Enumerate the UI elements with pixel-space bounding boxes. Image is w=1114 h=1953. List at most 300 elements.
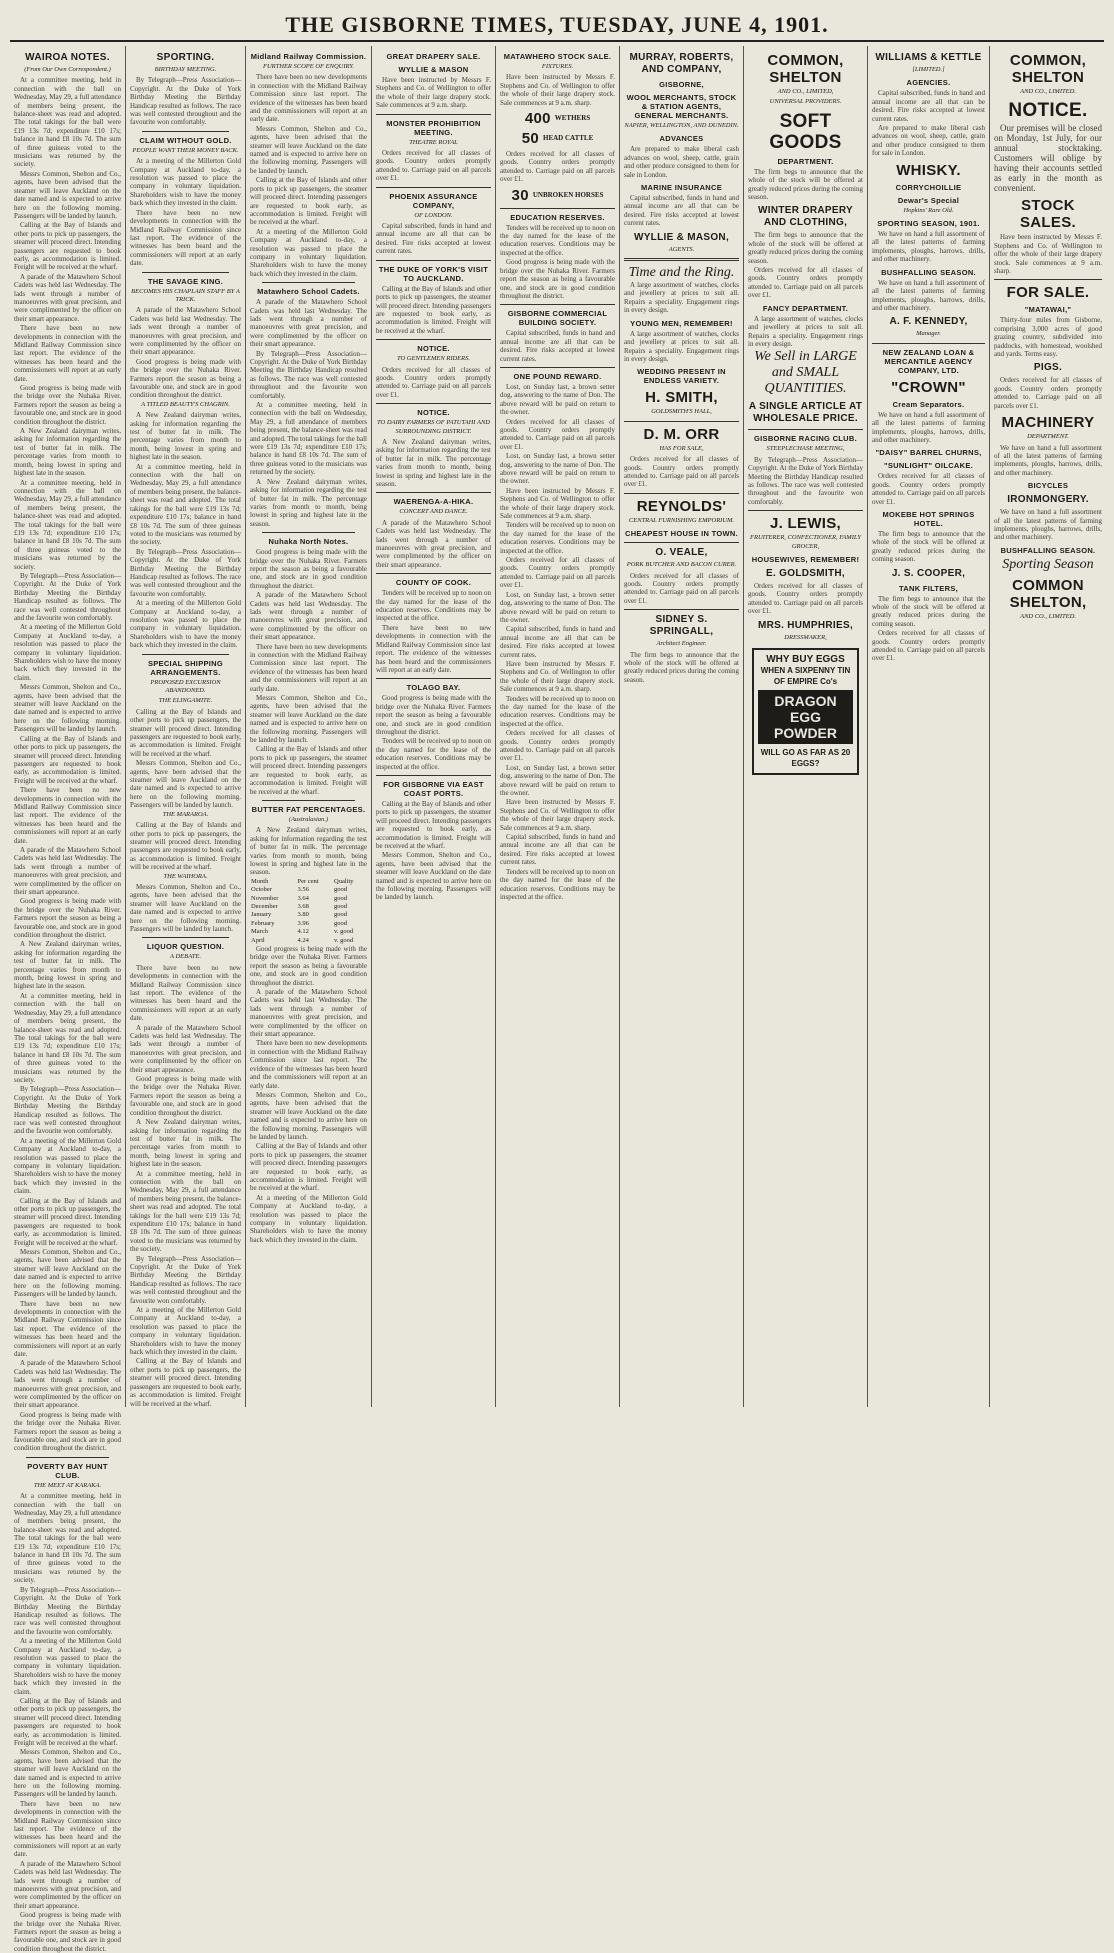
subhead-mararoa: THE MARAROA. [162, 810, 209, 818]
table-cell: November [251, 894, 279, 902]
divider [872, 343, 985, 344]
ad-tank-filters: TANK FILTERS, [898, 583, 959, 593]
divider [376, 187, 491, 188]
ad-text: A parade of the Matawhero School Cadets was held last Wednesday. The lads went through a number of manoeuvres with great precision, and were complimented by the officer on their smart appearance. [376, 518, 491, 569]
columns [10, 46, 1108, 1953]
ad-hopkins: Hopkins' Rare Old. [903, 206, 954, 214]
table-row [250, 920, 367, 928]
ad-text: The firm begs to announce that the whole of the stock will be offered at greatly reduced prices during the coming season. [748, 167, 863, 202]
ad-j-lewis: J. LEWIS, [769, 515, 842, 533]
masthead [10, 8, 1104, 42]
article-text: There have been no new developments in connection with the Midland Railway Commission since last report. The evidence of the witnesses has been heard and the commissioners will report at an early date. [250, 642, 367, 693]
table-cell: 4.12 [297, 928, 309, 936]
article-text: Messrs Common, Shelton and Co., agents, have been advised that the steamer will leave Auckland on the date named and is expected to arrive here on the following morning. Passengers will be landed by launch. [14, 683, 121, 734]
table-header-cell: Month [251, 877, 269, 885]
ad-text: The firm begs to announce that the whole of the stock will be offered at greatly reduced prices during the coming season. [748, 231, 863, 265]
ad-text: Lost, on Sunday last, a brown setter dog, answering to the name of Don. The above reward will be paid on return to the owner. [500, 590, 615, 624]
divider [748, 429, 863, 430]
article-text: There have been no new developments in connection with the Midland Railway Commission since last report. The evidence of the witnesses has been heard and the commissioners will report at an early date. [14, 1799, 121, 1859]
divider [376, 114, 491, 115]
ad-egg-powder [752, 648, 859, 775]
ad-agencies: AGENCIES. [906, 78, 951, 88]
ad-text: Our premises will be closed on Monday, 1st July, for our annual stocktaking. Customers will oblige by having their accounts settled as early in the month as convenient. [994, 123, 1102, 194]
article-text: At a committee meeting, held in connection with the ball on Wednesday, May 29, a full attendance of members being present, the balance-sheet was read and adopted. The total takings for the ball were £19 13s 7d; expenditure £10 17s; balance in hand £8 10s 7d. The sum of three guineas voted to the musicians was returned by the society. [14, 478, 121, 571]
ad-text: The firm begs to announce that the whole of the stock will be offered at greatly reduced prices during the coming season. [872, 529, 985, 564]
table-cell: good [334, 902, 348, 910]
ad-drapery-sale: GREAT DRAPERY SALE. [386, 52, 481, 61]
ad-humphries: MRS. HUMPHRIES, [757, 619, 854, 631]
ad-murray-branches: NAPIER, WELLINGTON, AND DUNEDIN. [624, 122, 739, 129]
ad-matawai: "MATAWAI," [1024, 305, 1072, 315]
article-text: At a meeting of the Millerton Gold Company at Auckland to-day, a resolution was passed to place the company in voluntary liquidation. Shareholders wish to have the money back which they invested in the claim. [14, 623, 121, 682]
ad-stock-sales: STOCK SALES. [1020, 197, 1076, 232]
ad-text: Have been instructed by Messrs F. Stephens and Co. of Wellington to offer the whole of their large drapery stock. Sale commences at 9 a.m. sharp. [500, 73, 615, 107]
ad-for-sale: FOR SALE. [1006, 284, 1090, 302]
ad-text: Calling at the Bay of Islands and other ports to pick up passengers, the steamer will proceed direct. Intending passengers are requested to book early, as accommodation is limited. Freight will be received at the wharf. [376, 799, 491, 850]
article-text: Calling at the Bay of Islands and other ports to pick up passengers, the steamer will proceed direct. Intending passengers are requested to book early, as accommodation is limited. Freight will be received at the wharf. [130, 1357, 241, 1408]
article-text: A parade of the Matawhero School Cadets was held last Wednesday. The lads went through a number of manoeuvres with great precision, and were complimented by the officer on their smart appearance. [14, 845, 121, 896]
ad-machinery: MACHINERY [1001, 414, 1095, 432]
ad-text: We have on hand a full assortment of all the latest patterns of farming implements, ploughs, harrows, drills, and other machinery. [872, 278, 985, 312]
ad-prohibition: MONSTER PROHIBITION MEETING. [386, 118, 481, 137]
ad-sporting-season: SPORTING SEASON, 1901. [877, 219, 980, 229]
table-cell: 4.24 [297, 936, 309, 944]
ad-text: Orders received for all classes of goods. Country orders promptly attended to. Carriage paid on all parcels over £1. [624, 571, 739, 605]
ad-crown-sub: Cream Separators. [892, 399, 965, 409]
article-text: By Telegraph—Press Association—Copyright. At the Duke of York Birthday Meeting the Birthday Handicap resulted as follows. The race was well contested throughout and the favourite won comfortably. [130, 547, 241, 598]
ad-text: Capital subscribed, funds in hand and annual income are all that can be desired. Fire risks accepted at lowest current rates. [500, 329, 615, 363]
ad-text: Orders received for all classes of goods. Country orders promptly attended to. Carriage paid on all parcels over £1. [624, 455, 739, 489]
ad-housewives: HOUSEWIVES, REMEMBER! [751, 554, 860, 564]
ad-cs-limited: AND CO., LIMITED, [777, 88, 834, 95]
ad-concert: CONCERT AND DANCE. [399, 508, 468, 516]
article-text: There have been no new developments in connection with the Midland Railway Commission since last report. The evidence of the witnesses has been heard and the commissioners will report at an early date. [14, 1299, 121, 1358]
headline-hunt-club: POVERTY BAY HUNT CLUB. [27, 1461, 108, 1480]
ad-text: Have been instructed by Messrs F. Stephens and Co. of Wellington to offer the whole of their large drapery stock. Sale commences at 9 a.m. sharp. [500, 798, 615, 832]
table-cell: v. good [334, 928, 354, 936]
article-text: By Telegraph—Press Association—Copyright. At the Duke of York Birthday Meeting the Birthday Handicap resulted as follows. The race was well contested throughout and the favourite won comfortably. [130, 76, 241, 127]
ad-springall: SIDNEY S. SPRINGALL, [649, 614, 714, 638]
ad-text: Capital subscribed, funds in hand and annual income are all that can be desired. Fire risks accepted at lowest current rates. [624, 194, 739, 228]
ad-single-article: A SINGLE ARTICLE AT WHOLESALE PRICE. [748, 401, 863, 425]
article-text: Messrs Common, Shelton and Co., agents, have been advised that the steamer will leave Auckland on the date named and is expected to arrive here on the following morning. Passengers will be landed by launch. [250, 1090, 367, 1141]
ad-bushfalling: BUSHFALLING SEASON. [881, 267, 976, 277]
ad-h-smith: H. SMITH, [645, 389, 718, 407]
article-text: At a committee meeting, held in connection with the ball on Wednesday, May 29, a full attendance of members being present, the balance-sheet was read and adopted. The total takings for the ball were £19 13s 7d; expenditure £10 17s; balance in hand £8 10s 7d. The sum of three guineas voted to the musicians was returned by the society. [130, 462, 241, 547]
article-text: Calling at the Bay of Islands and other ports to pick up passengers, the steamer will proceed direct. Intending passengers are requested to book early, as accommodation is limited. Freight will be received at the wharf. [130, 821, 241, 872]
ad-crown: "CROWN" [891, 378, 966, 396]
divider [376, 260, 491, 261]
ad-phoenix: PHOENIX ASSURANCE COMPANY, [389, 191, 478, 210]
subhead-beauty: A TITLED BEAUTY'S CHAGRIN. [141, 400, 230, 408]
table-cell: 3.80 [297, 911, 309, 919]
ad-text: Lost, on Sunday last, a brown setter dog, answering to the name of Don. The above reward will be paid on return to the owner. [500, 382, 615, 417]
article-text: At a meeting of the Millerton Gold Company at Auckland to-day, a resolution was passed to place the company in voluntary liquidation. Shareholders wish to have the money back which they invested in the claim. [14, 1136, 121, 1196]
ad-text: We have on hand a full assortment of all the latest patterns of farming implements, ploughs, harrows, drills, and other machinery. [872, 410, 985, 444]
ad-hotel: MOKEBE HOT SPRINGS HOTEL. [882, 509, 975, 528]
article-text: At a committee meeting, held in connection with the ball on Wednesday, May 29, a full attendance of members being present, the balance-sheet was read and adopted. The total takings for the ball were £19 13s 7d; expenditure £10 17s; balance in hand £8 10s 7d. The sum of three guineas voted to the musicians was returned by the society. [14, 1492, 121, 1585]
ad-common-shelton-2: COMMON, SHELTON [1009, 52, 1087, 86]
article-text: At a committee meeting, held in connection with the ball on Wednesday, May 29, a full attendance of members being present, the balance-sheet was read and adopted. The total takings for the ball were £19 13s 7d; expenditure £10 17s; balance in hand £8 10s 7d. The sum of three guineas voted to the musicians was returned by the society. [14, 991, 121, 1084]
article-text: Messrs Common, Shelton and Co., agents, have been advised that the steamer will leave Auckland on the date named and is expected to arrive here on the following morning. Passengers will be landed by launch. [14, 1248, 121, 1299]
ad-wedding: WEDDING PRESENT IN ENDLESS VARIETY. [637, 367, 726, 386]
article-text: Messrs Common, Shelton and Co., agents, have been advised that the steamer will leave Auckland on the date named and is expected to arrive here on the following morning. Passengers will be landed by launch. [130, 759, 241, 810]
ad-text: We have on hand a full assortment of all the latest patterns of farming implements, ploughs, harrows, drills, and other machinery. [872, 230, 985, 264]
ad-text: Tenders will be received up to noon on the day named for the lease of the education reserves. Conditions may be inspected at the office. [500, 867, 615, 901]
ad-murray-roberts: MURRAY, ROBERTS, AND COMPANY, [629, 52, 734, 75]
column-3 [246, 46, 372, 1407]
article-text: There have been no new developments in connection with the Midland Railway Commission since last report. The evidence of the witnesses has been heard and the commissioners will report at an early date. [14, 786, 121, 845]
subhead-birthday: BIRTHDAY MEETING. [154, 66, 217, 73]
ad-text: Orders received for all classes of goods. Country orders promptly attended to. Carriage paid on all parcels over £1. [376, 149, 491, 183]
divider [262, 532, 355, 533]
table-cell: 3.56 [297, 886, 309, 894]
divider [376, 339, 491, 340]
article-text: Calling at the Bay of Islands and other ports to pick up passengers, the steamer will proceed direct. Intending passengers are requested to book early, as accommodation is limited. Freight will be received at the wharf. [14, 221, 121, 272]
ad-text: Have been instructed by Messrs F. Stephens and Co. of Wellington to offer the whole of their large drapery stock. Sale commences at 9 a.m. sharp. [500, 659, 615, 694]
article-text: Messrs Common, Shelton and Co., agents, have been advised that the steamer will leave Auckland on the date named and is expected to arrive here on the following morning. Passengers will be landed by launch. [14, 1748, 121, 1799]
ad-steeplechase: STEEPLECHASE MEETING, [766, 445, 845, 453]
ad-williams-kettle: WILLIAMS & KETTLE [875, 52, 982, 63]
headline-savage-king: THE SAVAGE KING. [147, 276, 224, 286]
ad-cooper: J. S. COOPER, [891, 567, 966, 579]
article-text: Messrs Common, Shelton and Co., agents, have been advised that the steamer will leave Auckland on the date named and is expected to arrive here on the following morning. Passengers will be landed by launch. [250, 124, 367, 175]
article-text: Good progress is being made with the bridge over the Nuhaka River. Farmers report the season as being a favourable one, and stock are in good condition throughout the district. [14, 897, 121, 940]
ad-text: A New Zealand dairyman writes, asking for information regarding the test of butter fat in milk. The percentage varies from month to month, being lowest in spring and highest late in the season. [376, 437, 491, 488]
ad-cs3-limited: AND CO., LIMITED. [1020, 612, 1076, 620]
subhead-elingamite: THE ELINGAMITE. [158, 697, 213, 705]
ad-text: The firm begs to announce that the whole of the stock will be offered at greatly reduced prices during the coming season. [624, 650, 739, 684]
egg-headline: WHY BUY EGGS [766, 654, 845, 665]
article-text: A parade of the Matawhero School Cadets was held last Wednesday. The lads went through a number of manoeuvres with great precision, and were complimented by the officer on their smart appearance. [14, 1859, 121, 1910]
subhead-debate: A DEBATE. [169, 953, 202, 961]
article-text: At a committee meeting, held in connection with the ball on Wednesday, May 29, a full attendance of members being present, the balance-sheet was read and adopted. The total takings for the ball were £19 13s 7d; expenditure £10 17s; balance in hand £8 10s 7d. The sum of three guineas voted to the musicians was returned by the society. [14, 76, 121, 169]
ad-machinery-dept: DEPARTMENT. [1027, 433, 1069, 441]
article-text: Calling at the Bay of Islands and other ports to pick up passengers, the steamer will proceed direct. Intending passengers are requested to book early, as accommodation is limited. Freight will be received at the wharf. [250, 745, 367, 796]
ad-pigs: PIGS. [1033, 362, 1063, 374]
ad-notice-riders: NOTICE. [417, 344, 450, 354]
article-text: A parade of the Matawhero School Cadets was held last Wednesday. The lads went through a number of manoeuvres with great precision, and were complimented by the officer on their smart appearance. [250, 298, 367, 349]
subhead-waihora: THE WAIHORA. [163, 872, 208, 880]
ad-gisborne-coast: FOR GISBORNE VIA EAST COAST PORTS. [383, 779, 484, 798]
ad-text: Tenders will be received up to noon on the day named for the lease of the education reserves. Conditions may be inspected at the office. [500, 694, 615, 728]
ad-winter-drapery: WINTER DRAPERY AND CLOTHING, [758, 205, 853, 229]
ad-text: Thirty-four miles from Gisborne, comprising 3,000 acres of good grazing country, subdivided into paddocks, with homestead, woolshed and yards. Terms easy. [994, 316, 1102, 359]
ad-fancy-dept: FANCY DEPARTMENT. [762, 303, 849, 313]
ad-dewars: Dewar's Special [897, 195, 960, 205]
ad-notice-dairy: NOTICE. [417, 408, 450, 418]
ad-goldsmith: E. GOLDSMITH, [766, 567, 845, 579]
table-cell: good [334, 886, 348, 894]
divider [142, 654, 229, 655]
ad-soft-goods: SOFT GOODS [769, 110, 842, 153]
ad-text: Lost, on Sunday last, a brown setter dog, answering to the name of Don. The above reward will be paid on return to the owner. [500, 763, 615, 798]
ad-text: Messrs Common, Shelton and Co., agents, have been advised that the steamer will leave Auckland on the date named and is expected to arrive here on the following morning. Passengers will be landed by launch. [376, 851, 491, 902]
divider [624, 609, 739, 610]
divider [624, 258, 739, 261]
ad-soft-goods-dept: DEPARTMENT. [777, 156, 834, 166]
ad-text: Orders received for all classes of goods. Country orders promptly attended to. Carriage paid on all parcels over £1. [872, 629, 985, 663]
ad-wk-limited: [LIMITED.] [912, 66, 945, 73]
stock-count: 400 [524, 110, 551, 128]
ad-wyllie-agents: AGENTS. [668, 245, 695, 253]
article-text: A New Zealand dairyman writes, asking for information regarding the test of butter fat in milk. The percentage varies from month to month, being lowest in spring and highest late in the season. [14, 427, 121, 478]
ad-cheapest: CHEAPEST HOUSE IN TOWN. [624, 529, 739, 539]
ad-text: The firm begs to announce that the whole of the stock will be offered at greatly reduced prices during the coming season. [872, 594, 985, 628]
table-cell: March [251, 928, 268, 936]
article-text: At a meeting of the Millerton Gold Company at Auckland to-day, a resolution was passed to place the company in voluntary liquidation. Shareholders wish to have the money back which they invested in the claim. [130, 599, 241, 650]
ad-murray-town: GISBORNE, [659, 80, 704, 89]
ad-text: Good progress is being made with the bridge over the Nuhaka River. Farmers report the season as being a favourable one, and stock are in good condition throughout the district. [376, 694, 491, 736]
ad-bicycles: BICYCLES [1027, 481, 1069, 491]
ad-cs-providers: UNIVERSAL PROVIDERS. [769, 98, 842, 106]
ad-reynolds: REYNOLDS' [636, 497, 727, 515]
divider [142, 131, 229, 132]
column-2 [126, 46, 246, 1407]
article-text: Good progress is being made with the bridge over the Nuhaka River. Farmers report the season as being a favourable one, and stock are in good condition throughout the district. [130, 357, 241, 400]
ad-cs2-limited: AND CO., LIMITED. [1020, 88, 1076, 95]
ad-text: There have been no new developments in connection with the Midland Railway Commission since last report. The evidence of the witnesses has been heard and the commissioners will report at an early date. [376, 623, 491, 674]
stock-line [500, 110, 615, 127]
ad-drapery-firm: WYLLIE & MASON [398, 65, 469, 74]
table-row [250, 886, 367, 894]
column-8 [868, 46, 990, 1407]
article-text: By Telegraph—Press Association—Copyright. At the Duke of York Birthday Meeting the Birthday Handicap resulted as follows. The race was well contested throughout and the favourite won comfortably. [14, 1085, 121, 1136]
ad-county-cook: COUNTY OF COOK. [395, 578, 472, 588]
divider [500, 367, 615, 368]
article-text: A parade of the Matawhero School Cadets was held last Wednesday. The lads went through a number of manoeuvres with great precision, and were complimented by the officer on their smart appearance. [250, 988, 367, 1039]
article-text: Calling at the Bay of Islands and other ports to pick up passengers, the steamer will proceed direct. Intending passengers are requested to book early, as accommodation is limited. Freight will be received at the wharf. [14, 734, 121, 785]
table-header-cell: Quality [334, 877, 354, 885]
table-cell: 3.68 [297, 902, 309, 910]
article-text: At a committee meeting, held in connection with the ball on Wednesday, May 29, a full attendance of members being present, the balance-sheet was read and adopted. The total takings for the ball were £19 13s 7d; expenditure £10 17s; balance in hand £8 10s 7d. The sum of three guineas voted to the musicians was returned by the society. [130, 1169, 241, 1254]
ad-sporting-season-2: Sporting Season [1002, 556, 1094, 572]
stock-count: 50 [521, 130, 540, 148]
divider [376, 573, 491, 574]
ad-veale-sub: PORK BUTCHER AND BACON CURER. [626, 561, 737, 569]
ad-text: Good progress is being made with the bridge over the Nuhaka River. Farmers report the season as being a favourable one, and stock are in good condition throughout the district. [500, 258, 615, 300]
article-text: At a meeting of the Millerton Gold Company at Auckland to-day, a resolution was passed to place the company in voluntary liquidation. Shareholders wish to have the money back which they invested in the claim. [130, 1306, 241, 1357]
ad-we-sell: We Sell in LARGE and SMALL QUANTITIES. [754, 349, 857, 397]
ad-text: A large assortment of watches, clocks and jewellery at prices to suit all. Repairs a speciality. Engagement rings in every design. [624, 329, 739, 363]
divider [262, 800, 355, 801]
table-cell: April [251, 936, 265, 944]
table-row [250, 911, 367, 919]
article-text: Calling at the Bay of Islands and other ports to pick up passengers, the steamer will proceed direct. Intending passengers are requested to book early, as accommodation is limited. Freight will be received at the wharf. [250, 176, 367, 227]
divider [376, 775, 491, 776]
ad-common-shelton-3: COMMON SHELTON, [1009, 576, 1087, 611]
ad-advances: ADVANCES [659, 134, 704, 144]
headline-liquor: LIQUOR QUESTION. [146, 942, 225, 952]
egg-brand: DRAGON EGG POWDER [758, 690, 853, 744]
ad-young-men: YOUNG MEN, REMEMBER! [630, 318, 733, 328]
ad-goldsmith-hall: GOLDSMITH'S HALL, [651, 408, 712, 416]
ad-orr-sale: HAS FOR SALE, [659, 444, 704, 452]
table-row [250, 895, 367, 903]
butterfat-table [250, 878, 367, 945]
masthead-title: THE GISBORNE TIMES, TUESDAY, JUNE 4, 1901. [285, 12, 829, 37]
article-text: By Telegraph—Press Association—Copyright. At the Duke of York Birthday Meeting the Birthday Handicap resulted as follows. The race was well contested throughout and the favourite won comfortably. [14, 571, 121, 622]
article-text: A New Zealand dairyman writes, asking for information regarding the test of butter fat in milk. The percentage varies from month to month, being lowest in spring and highest late in the season. [130, 411, 241, 462]
divider [994, 279, 1102, 280]
ad-text: Capital subscribed, funds in hand and annual income are all that can be desired. Fire risks accepted at lowest current rates. [872, 89, 985, 123]
table-header-row [250, 878, 367, 886]
article-text: At a meeting of the Millerton Gold Company at Auckland to-day, a resolution was passed to place the company in voluntary liquidation. Shareholders wish to have the money back which they invested in the claim. [250, 227, 367, 278]
article-text: There have been no new developments in connection with the Midland Railway Commission since last report. The evidence of the witnesses has been heard and the commissioners will report at an early date. [250, 73, 367, 124]
article-text: A New Zealand dairyman writes, asking for information regarding the test of butter fat in milk. The percentage varies from month to month, being lowest in spring and highest late in the season. [130, 1118, 241, 1169]
ad-text: A large assortment of watches, clocks and jewellery at prices to suit all. Repairs a speciality. Engagement rings in every design. [748, 314, 863, 348]
ad-text: Orders received for all classes of goods. Country orders promptly attended to. Carriage paid on all parcels over £1. [994, 376, 1102, 410]
table-cell: December [251, 902, 278, 910]
column-7 [744, 46, 868, 1407]
divider [624, 421, 739, 422]
ad-lewis-sub: FRUITERER, CONFECTIONER, FAMILY GROCER, [750, 534, 861, 550]
ad-marine: MARINE INSURANCE [640, 183, 723, 193]
ad-text: Capital subscribed, funds in hand and annual income are all that can be desired. Fire risks accepted at lowest current rates. [500, 625, 615, 659]
ad-text: Calling at the Bay of Islands and other ports to pick up passengers, the steamer will proceed direct. Intending passengers are requested to book early, as accommodation is limited. Freight will be received at the wharf. [376, 284, 491, 335]
subhead-enquiry: FURTHER SCOPE OF ENQUIRY. [263, 63, 354, 70]
headline-cadets: Matawhero School Cadets. [257, 287, 360, 297]
article-text: Calling at the Bay of Islands and other ports to pick up passengers, the steamer will proceed direct. Intending passengers are requested to book early, as accommodation is limited. Freight will be received at the wharf. [14, 1196, 121, 1247]
stock-line [500, 187, 615, 204]
column-1 [10, 46, 126, 1953]
article-text: Good progress is being made with the bridge over the Nuhaka River. Farmers report the season as being a favourable one, and stock are in good condition throughout the district. [250, 548, 367, 590]
table-header-cell: Per cent [297, 877, 319, 885]
subhead-money: PEOPLE WANT THEIR MONEY BACK. [132, 146, 239, 154]
article-text: At a meeting of the Millerton Gold Company at Auckland to-day, a resolution was passed to place the company in voluntary liquidation. Shareholders wish to have the money back which they invested in the claim. [250, 1193, 367, 1244]
article-text: Good progress is being made with the bridge over the Nuhaka River. Farmers report the season as being a favourable one, and stock are in good condition throughout the district. [14, 1911, 121, 1953]
headline-wairoa: WAIROA NOTES. [25, 52, 110, 63]
article-text: At a committee meeting, held in connection with the ball on Wednesday, May 29, a full attendance of members being present, the balance-sheet was read and adopted. The total takings for the ball were £19 13s 7d; expenditure £10 17s; balance in hand £8 10s 7d. The sum of three guineas voted to the musicians was returned by the society. [250, 401, 367, 477]
article-text: Good progress is being made with the bridge over the Nuhaka River. Farmers report the season as being a favourable one, and stock are in good condition throughout the district. [14, 1410, 121, 1453]
article-text: A New Zealand dairyman writes, asking for information regarding the test of butter fat in milk. The percentage varies from month to month, being lowest in spring and highest late in the season. [250, 477, 367, 528]
article-text: At a meeting of the Millerton Gold Company at Auckland to-day, a resolution was passed to place the company in voluntary liquidation. Shareholders wish to have the money back which they invested in the claim. [130, 157, 241, 208]
ad-notice-riders-sub: TO GENTLEMEN RIDERS. [396, 355, 470, 363]
divider [624, 493, 739, 494]
table-row [250, 903, 367, 911]
article-text: There have been no new developments in connection with the Midland Railway Commission since last report. The evidence of the witnesses has been heard and the commissioners will report at an early date. [130, 963, 241, 1023]
ad-racing-club: GISBORNE RACING CLUB. [754, 434, 857, 444]
ad-text: Tenders will be received up to noon on the day named for the lease of the education reserves. Conditions may be inspected at the office. [500, 521, 615, 555]
ad-text: We have on hand a full assortment of all the latest patterns of farming implements, ploughs, harrows, drills, and other machinery. [994, 508, 1102, 542]
article-text: Calling at the Bay of Islands and other ports to pick up passengers, the steamer will proceed direct. Intending passengers are requested to book early, as accommodation is limited. Freight will be received at the wharf. [130, 707, 241, 758]
divider [500, 304, 615, 305]
column-5 [496, 46, 620, 1407]
ad-nz-loan: NEW ZEALAND LOAN & MERCANTILE AGENCY COMPANY, LTD. [882, 347, 975, 375]
table-row [250, 928, 367, 936]
ad-text: Lost, on Sunday last, a brown setter dog, answering to the name of Don. The above reward will be paid on return to the owner. [500, 452, 615, 486]
article-text: There have been no new developments in connection with the Midland Railway Commission since last report. The evidence of the witnesses has been heard and the commissioners will report at an early date. [130, 208, 241, 268]
divider [376, 492, 491, 493]
article-text: Calling at the Bay of Islands and other ports to pick up passengers, the steamer will proceed direct. Intending passengers are requested to book early, as accommodation is limited. Freight will be received at the wharf. [250, 1142, 367, 1193]
headline-butter: BUTTER FAT PERCENTAGES. [251, 804, 366, 814]
ad-waerenga: WAERENGA-A-HIKA. [393, 497, 474, 507]
article-text: A parade of the Matawhero School Cadets was held last Wednesday. The lads went through a number of manoeuvres with great precision, and were complimented by the officer on their smart appearance. [130, 1023, 241, 1074]
article-text: By Telegraph—Press Association—Copyright. At the Duke of York Birthday Meeting the Birthday Handicap resulted as follows. The race was well contested throughout and the favourite won comfortably. [130, 1254, 241, 1305]
divider [26, 1457, 109, 1458]
subhead-australasian: (Australasian.) [288, 815, 329, 823]
article-text: A parade of the Matawhero School Cadets was held last Wednesday. The lads went through a number of manoeuvres with great precision, and were complimented by the officer on their smart appearance. [250, 591, 367, 642]
divider [500, 208, 615, 209]
table-cell: October [251, 886, 272, 894]
ad-text: Tenders will be received up to noon on the day named for the lease of the education reserves. Conditions may be inspected at the office. [376, 737, 491, 771]
ad-stock-sale: MATAWHERO STOCK SALE. [503, 52, 612, 61]
article-text: Good progress is being made with the bridge over the Nuhaka River. Farmers report the season as being a favourable one, and stock are in good condition throughout the district. [130, 1075, 241, 1117]
divider [376, 678, 491, 679]
article-text: A New Zealand dairyman writes, asking for information regarding the test of butter fat in milk. The percentage varies from month to month, being lowest in spring and highest late in the season. [250, 826, 367, 877]
column-9 [990, 46, 1106, 1407]
ad-fixtures: FIXTURES. [541, 63, 574, 70]
ad-text: Are prepared to make liberal cash advances on wool, sheep, cattle, grain and other produce consigned to them for sale in London. [624, 145, 739, 179]
article-text: Calling at the Bay of Islands and other ports to pick up passengers, the steamer will proceed direct. Intending passengers are requested to book early, as accommodation is limited. Freight will be received at the wharf. [14, 1696, 121, 1747]
table-cell: good [334, 919, 348, 927]
ad-text: By Telegraph—Press Association—Copyright. At the Duke of York Birthday Meeting the Birthday Handicap resulted as follows. The race was well contested throughout and the favourite won comfortably. [748, 455, 863, 506]
page-number [10, 37, 50, 40]
table-cell: 3.96 [297, 919, 309, 927]
headline-claim: CLAIM WITHOUT GOLD. [139, 135, 232, 145]
table-cell: good [334, 911, 348, 919]
article-text: There have been no new developments in connection with the Midland Railway Commission since last report. The evidence of the witnesses has been heard and the commissioners will report at an early date. [250, 1039, 367, 1090]
subhead-excursion: PROPOSED EXCURSION ABANDONED. [150, 678, 221, 694]
article-text: Good progress is being made with the bridge over the Nuhaka River. Farmers report the season as being a favourable one, and stock are in good condition throughout the district. [250, 945, 367, 987]
divider [142, 937, 229, 938]
ad-dm-orr: D. M. ORR [643, 425, 720, 443]
table-cell: good [334, 894, 348, 902]
table-cell: 3.64 [297, 894, 309, 902]
headline-sporting: SPORTING. [156, 52, 215, 63]
divider [624, 542, 739, 543]
ad-springall-sub: Architect Engineer. [656, 640, 707, 648]
subhead-correspondent: (From Our Own Correspondent.) [24, 66, 111, 73]
ad-notice-dairy-sub: TO DAIRY FARMERS OF PATUTAHI AND SURROUNDING DISTRICT. [377, 419, 490, 435]
ad-text: Have been instructed by Messrs F. Stephens and Co. of Wellington to offer the whole of their large drapery stock. Sale commences at 9 a.m. sharp. [376, 76, 491, 110]
ad-tolago: TOLAGO BAY. [406, 683, 461, 693]
ad-common-shelton: COMMON, SHELTON [767, 52, 844, 86]
ad-kennedy-role: Manager. [916, 330, 941, 338]
egg-subline: WHEN A SIXPENNY TIN OF EMPIRE Co's [760, 666, 851, 686]
article-text: Messrs Common, Shelton and Co., agents, have been advised that the steamer will leave Auckland on the date named and is expected to arrive here on the following morning. Passengers will be landed by launch. [130, 882, 241, 933]
ad-text: Orders received for all classes of goods. Country orders promptly attended to. Carriage paid on all parcels over £1. [872, 472, 985, 506]
divider [262, 282, 355, 283]
ad-building-society: GISBORNE COMMERCIAL BUILDING SOCIETY. [507, 309, 608, 328]
ad-reward: ONE POUND REWARD. [513, 371, 602, 381]
ad-whisky: WHISKY. [896, 161, 961, 179]
ad-reynolds-sub: CENTRAL FURNISHING EMPORIUM. [628, 516, 735, 524]
stock-count: 30 [511, 186, 529, 204]
article-text: By Telegraph—Press Association—Copyright. At the Duke of York Birthday Meeting the Birthday Handicap resulted as follows. The race was well contested throughout and the favourite won comfortably. [14, 1585, 121, 1636]
ad-text: Have been instructed by Messrs F. Stephens and Co. of Wellington to offer the whole of their large drapery stock. Sale commences at 9 a.m. sharp. [994, 233, 1102, 276]
table-cell: January [251, 911, 272, 919]
ad-text: Orders received for all classes of goods. Country orders promptly attended to. Carriage paid on all parcels over £1. [748, 266, 863, 300]
subhead-meet: THE MEET AT KARAKA. [33, 1481, 102, 1489]
article-text: There have been no new developments in connection with the Midland Railway Commission since last report. The evidence of the witnesses has been heard and the commissioners will report at an early date. [14, 324, 121, 383]
egg-tagline: WILL GO AS FAR AS 20 EGGS? [760, 748, 851, 768]
headline-shipping: SPECIAL SHIPPING ARRANGEMENTS. [147, 658, 224, 677]
stock-line [500, 130, 615, 147]
ad-dressmaker: DRESSMAKER, [784, 633, 827, 641]
ad-text: Tenders will be received up to noon on the day named for the lease of the education reserves. Conditions may be inspected at the office. [500, 223, 615, 257]
ad-education: EDUCATION RESERVES. [510, 212, 605, 222]
ad-text: Have been instructed by Messrs F. Stephens and Co. of Wellington to offer the whole of their large drapery stock. Sale commences at 9 a.m. sharp. [500, 486, 615, 521]
divider [376, 403, 491, 404]
ad-phoenix-sub: OF LONDON. [414, 211, 453, 219]
ad-notice: NOTICE. [1008, 100, 1088, 122]
divider [748, 510, 863, 511]
article-text: Good progress is being made with the bridge over the Nuhaka River. Farmers report the season as being a favourable one, and stock are in good condition throughout the district. [14, 384, 121, 426]
ad-daisy: "DAISY" BARREL CHURNS, [875, 448, 982, 458]
ad-text: Orders received for all classes of goods. Country orders promptly attended to. Carriage paid on all parcels over £1. [500, 150, 615, 184]
ad-text: Capital subscribed, funds in hand and annual income are all that can be desired. Fire risks accepted at lowest current rates. [500, 833, 615, 867]
